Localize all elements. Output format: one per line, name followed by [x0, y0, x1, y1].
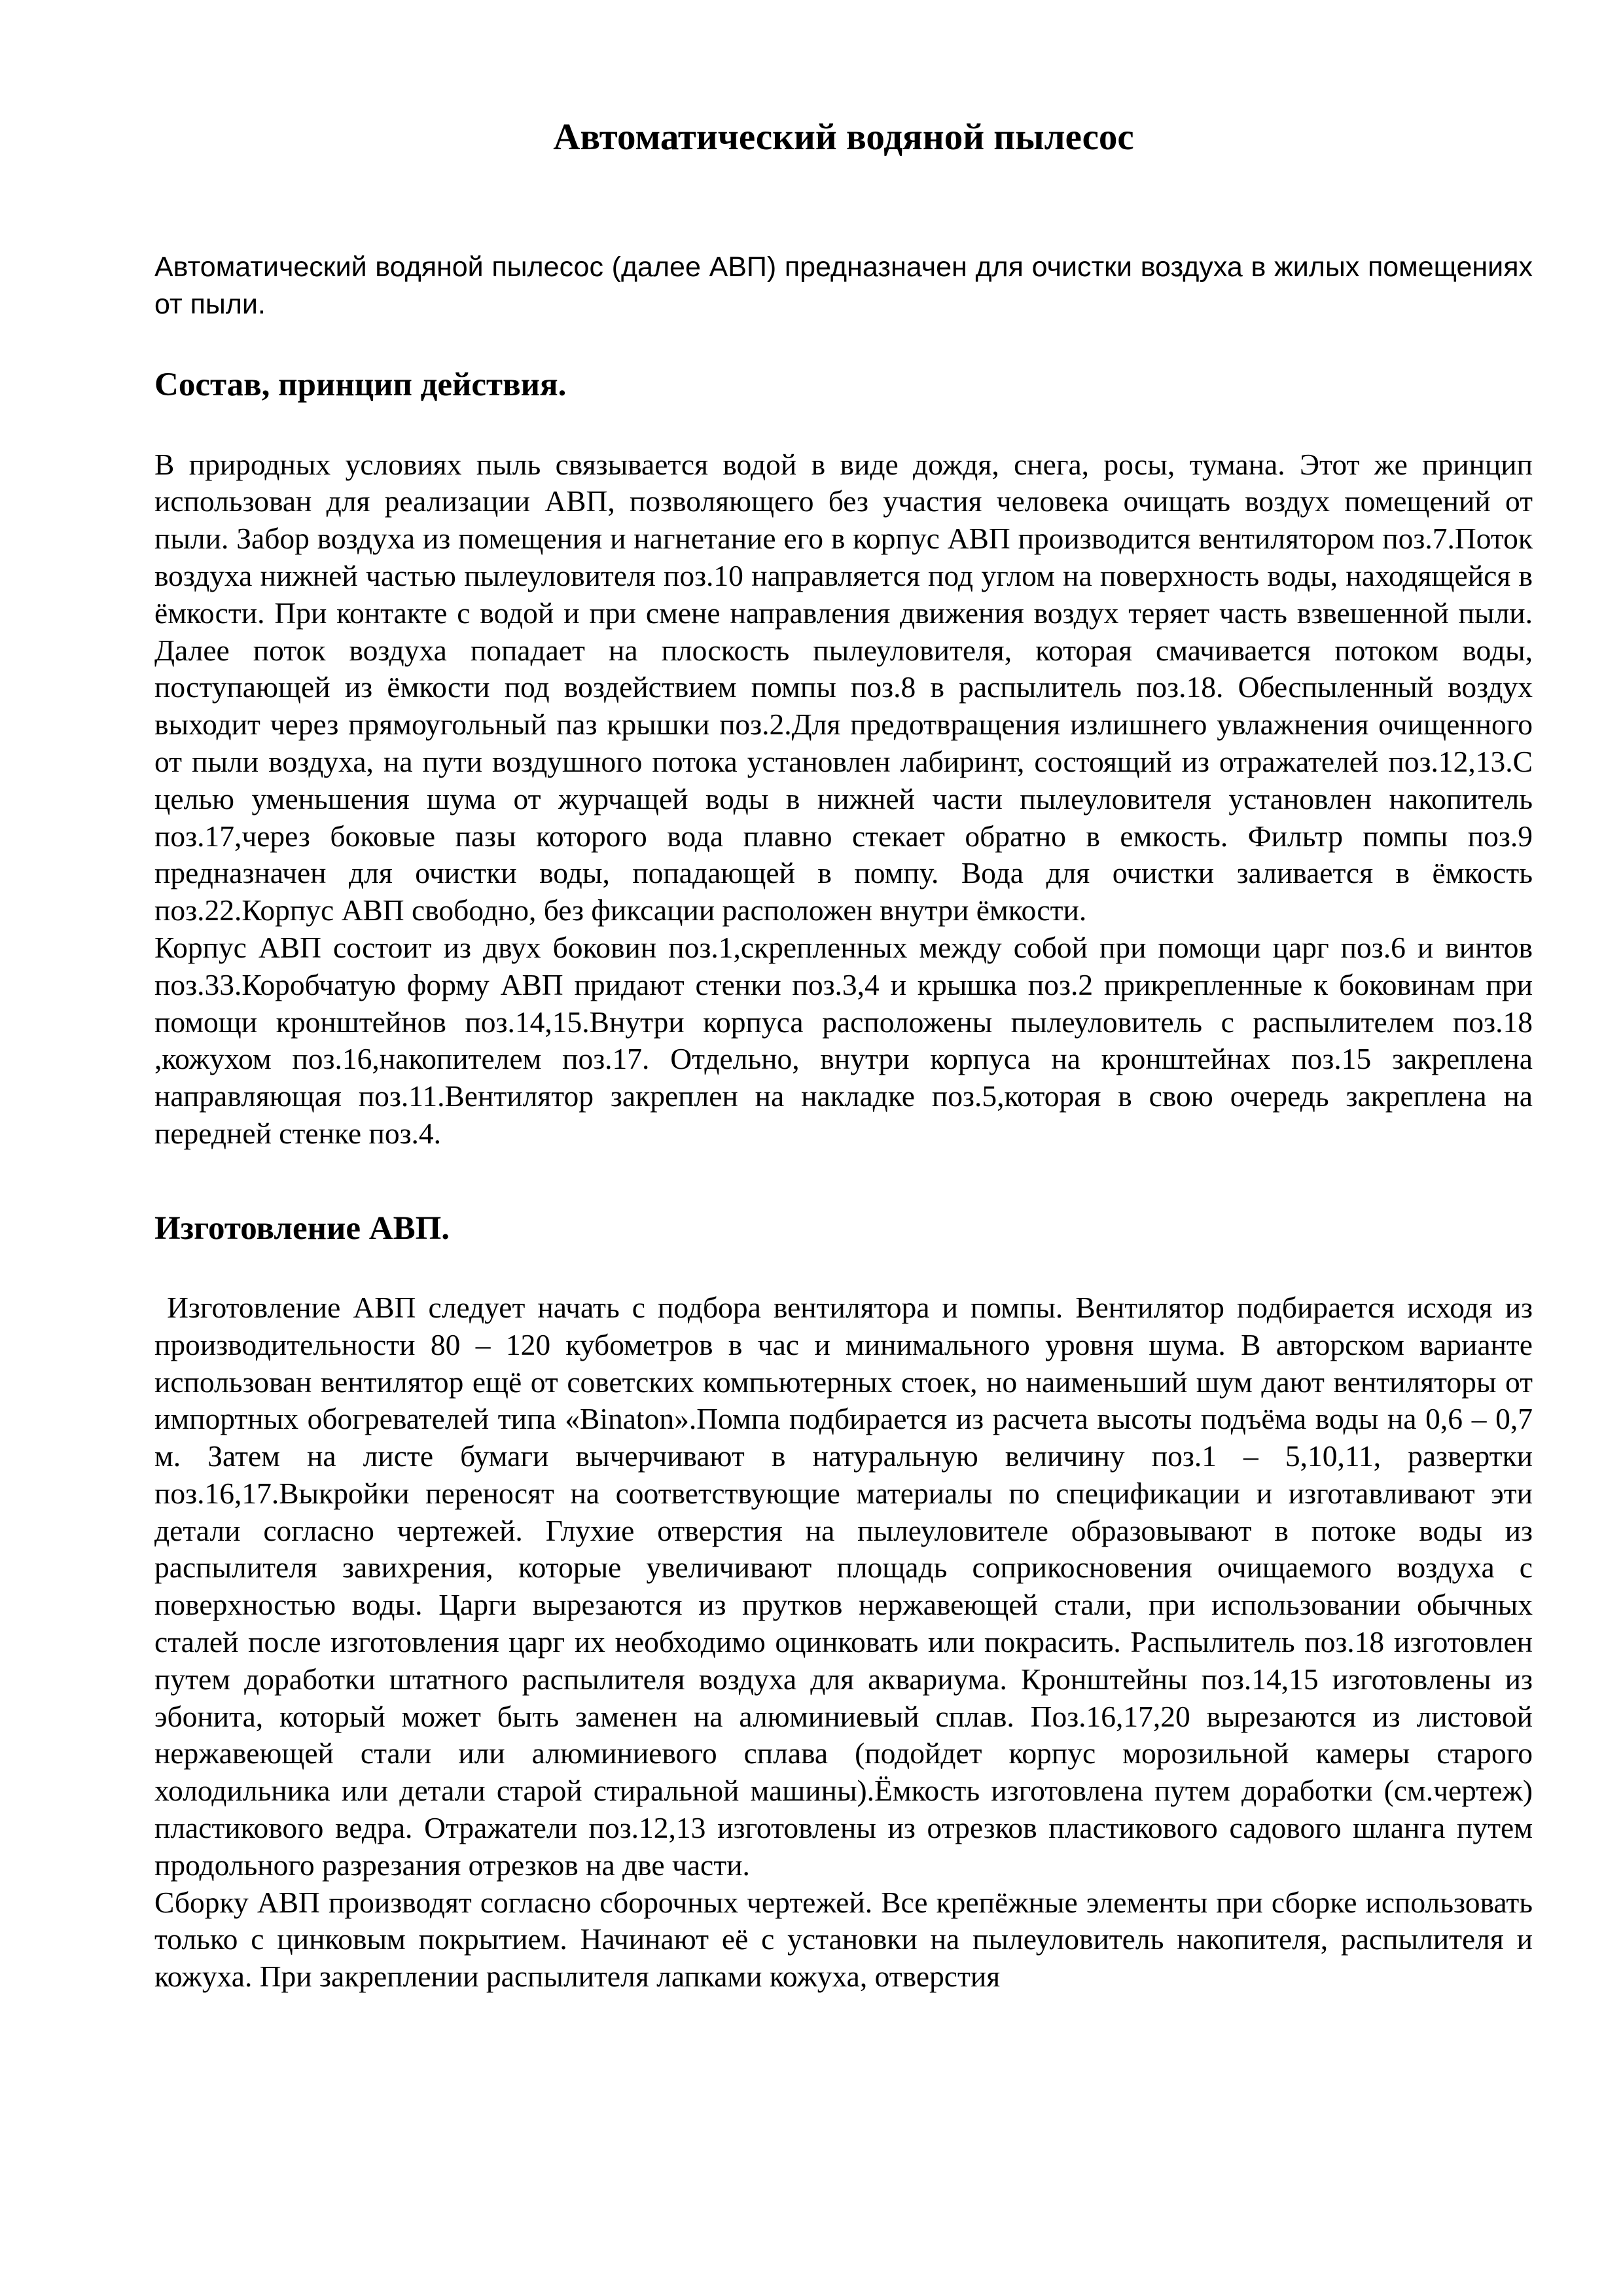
document-title: Автоматический водяной пылесос: [553, 117, 1134, 158]
paragraph: Корпус АВП состоит из двух боковин поз.1,скрепленных между собой при помощи царг поз.6 и винтов поз.33.Коробчатую форму АВП придают стенки поз.3,4 и крышка поз.2 прикрепленные к боковинам при помощи кронштейнов поз.14,15.Внутри корпуса расположены пылеуловитель с распылителем поз.18 ,кожухом поз.16,накопителем поз.17. Отдельно, внутри корпуса на кронштейнах поз.15 закреплена направляющая поз.11.Вентилятор закреплен на накладке поз.5,которая в свою очередь закреплена на передней стенке поз.4.: [154, 930, 1533, 1150]
paragraph: В природных условиях пыль связывается водой в виде дождя, снега, росы, тумана. Этот же принцип использован для реализации АВП, позволяющего без участия человека очищать воздух помещений от пыли. Забор воздуха из помещения и нагнетание его в корпус АВП производится вентилятором поз.7.Поток воздуха нижней частью пылеуловителя поз.10 направляется под углом на поверхность воды, находящейся в ёмкости. При контакте с водой и при смене направления движения воздух теряет часть взвешенной пыли. Далее поток воздуха попадает на плоскость пылеуловителя, которая смачивается потоком воды, поступающей из ёмкости под воздействием помпы поз.8 в распылитель поз.18. Обеспыленный воздух выходит через прямоугольный паз крышки поз.2.Для предотвращения излишнего увлажнения очищенного от пыли воздуха, на пути воздушного потока установлен лабиринт, состоящий из отражателей поз.12,13.С целью уменьшения шума от журчащей воды в нижней части пылеуловителя установлен накопитель поз.17,через боковые пазы которого вода плавно стекает обратно в емкость. Фильтр помпы поз.9 предназначен для очистки воды, попадающей в помпу. Вода для очистки заливается в ёмкость поз.22.Корпус АВП свободно, без фиксации расположен внутри ёмкости.: [154, 447, 1533, 927]
section-heading-composition: Состав, принцип действия.: [154, 367, 567, 404]
paragraph: Изготовление АВП следует начать с подбора вентилятора и помпы. Вентилятор подбирается исходя из производительности 80 – 120 кубометров в час и минимального уровня шума. В авторском варианте использован вентилятор ещё от советских компьютерных стоек, но наименьший шум дают вентиляторы от импортных обогревателей типа «Binaton».Помпа подбирается из расчета высоты подъёма воды на 0,6 – 0,7 м. Затем на листе бумаги вычерчивают в натуральную величину поз.1 – 5,10,11, развертки поз.16,17.Выкройки переносят на соответствующие материалы по спецификации и изготавливают эти детали согласно чертежей. Глухие отверстия на пылеуловителе образовывают в потоке воды из распылителя завихрения, которые увеличивают площадь соприкосновения очищаемого воздуха с поверхностью воды. Царги вырезаются из прутков нержавеющей стали, при использовании обычных сталей после изготовления царг их необходимо оцинковать или покрасить. Распылитель поз.18 изготовлен путем доработки штатного распылителя воздуха для аквариума. Кронштейны поз.14,15 изготовлены из эбонита, который может быть заменен на алюминиевый сплав. Поз.16,17,20 вырезаются из листовой нержавеющей стали или алюминиевого сплава (подойдет корпус морозильной камеры старого холодильника или детали старой стиральной машины).Ёмкость изготовлена путем доработки (см.чертеж) пластикового ведра. Отражатели поз.12,13 изготовлены из отрезков пластикового садового шланга путем продольного разрезания отрезков на две части.: [154, 1290, 1548, 1882]
document-page: [154, 98, 1548, 1996]
intro-paragraph: Автоматический водяной пылесос (далее АВП) предназначен для очистки воздуха в жилых помещениях от пыли.: [154, 251, 1533, 321]
section-heading-manufacturing: Изготовление АВП.: [154, 1210, 450, 1247]
section-body-composition: [154, 446, 1533, 1153]
paragraph: Сборку АВП производят согласно сборочных чертежей. Все крепёжные элементы при сборке использовать только с цинковым покрытием. Начинают её с установки на пылеуловитель накопителя, распылителя и кожуха. При закреплении распылителя лапками кожуха, отверстия: [154, 1885, 1533, 1994]
section-body-manufacturing: [154, 1289, 1548, 1996]
